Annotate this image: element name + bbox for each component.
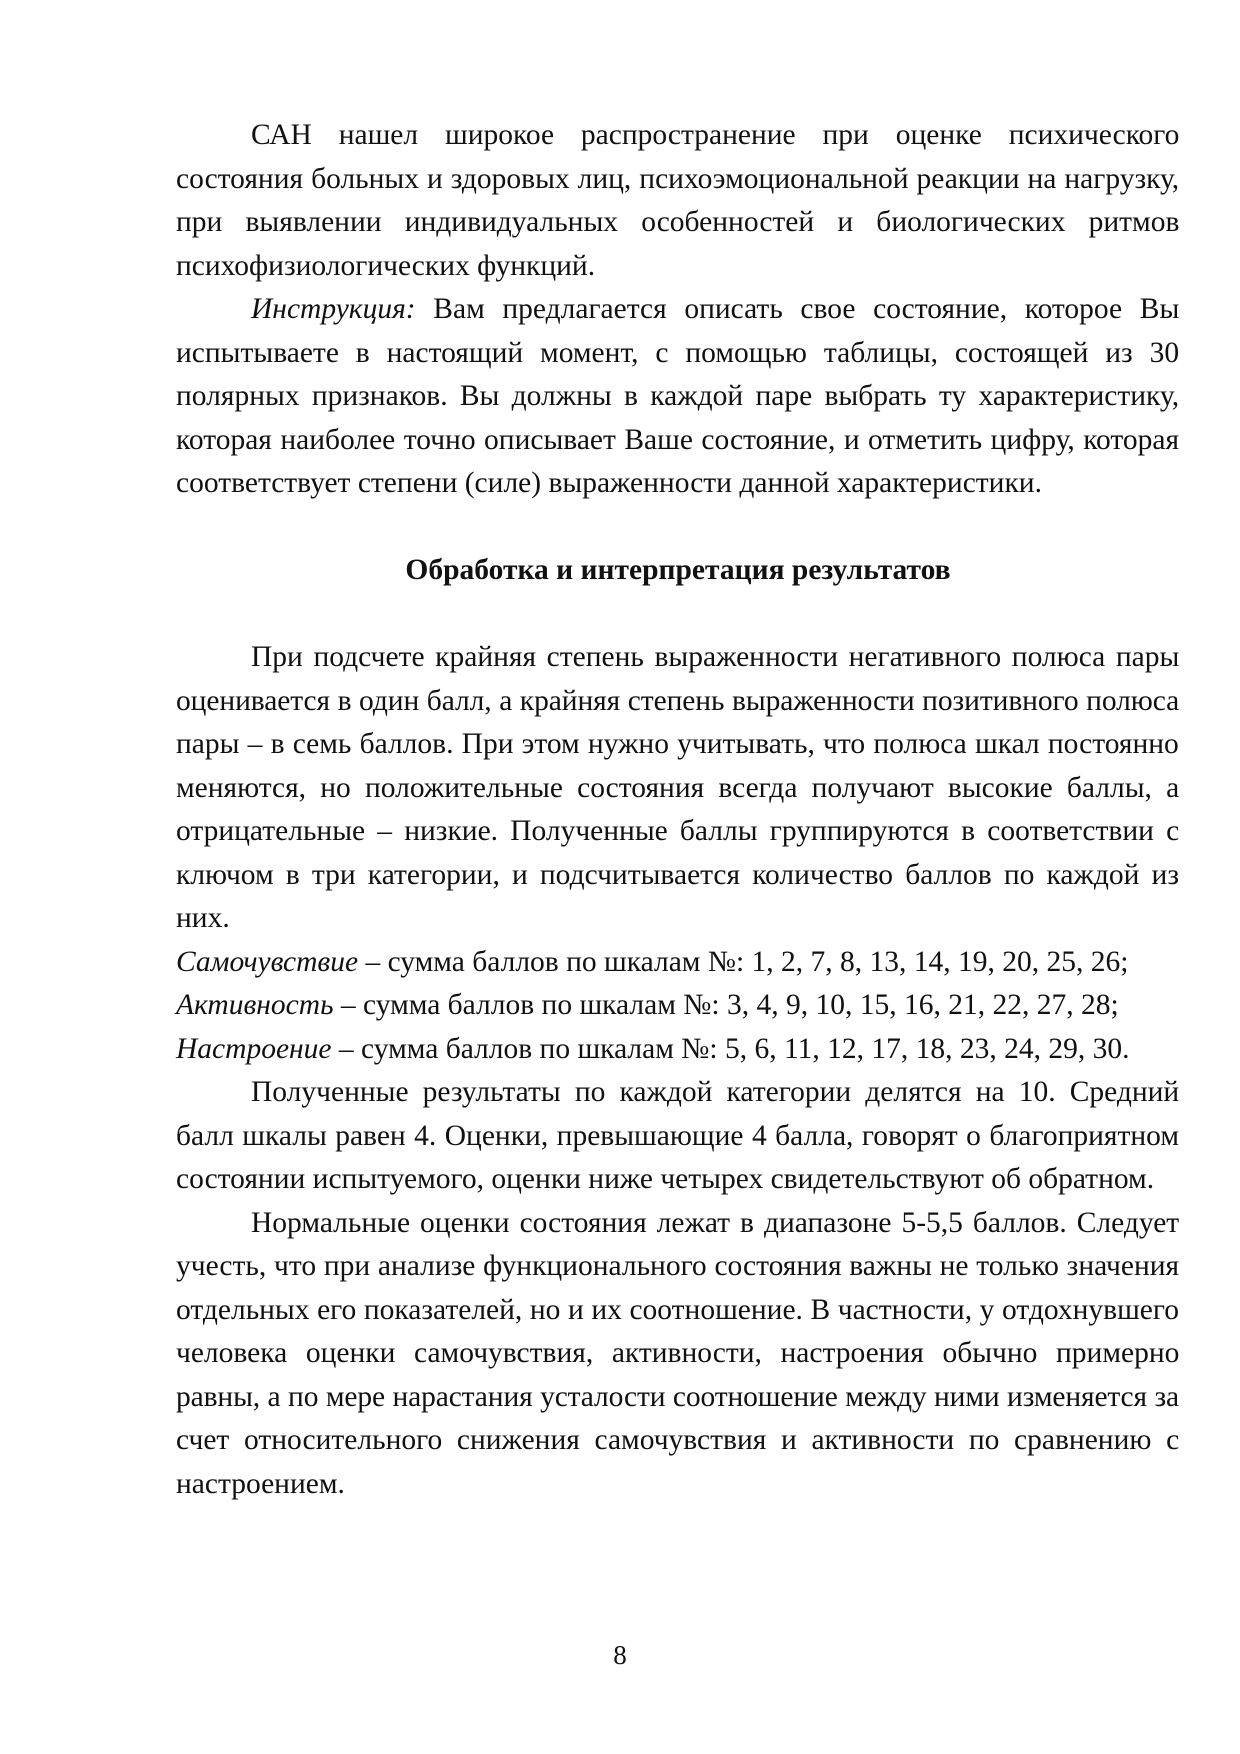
line-text: счет относительного снижения самочувствия и активности по сравнению с: [176, 1424, 1180, 1456]
line-content: [176, 1419, 1179, 1463]
line-text: ключом в три категории, и подсчитывается количество баллов по каждой из: [176, 858, 1179, 891]
line-text: меняются, но положительные состояния всегда получают высокие баллы, а: [176, 771, 1180, 804]
text-line: [176, 1028, 1180, 1072]
line-text: психофизиологических функций.: [176, 249, 596, 282]
line-text: При подсчете крайняя степень выраженности негативного полюса пары: [251, 641, 1180, 673]
line-text: соответствует степени (силе) выраженности данной характеристики.: [176, 467, 1042, 499]
line-content: [176, 680, 1179, 724]
line-text: – сумма баллов по шкалам №: 1, 2, 7, 8, 13, 14, 19, 20, 25, 26;: [358, 945, 1129, 978]
text-line: [176, 114, 1180, 158]
text-line: [176, 332, 1180, 376]
page-number: 8: [613, 1640, 627, 1670]
line-text: настроением.: [176, 1467, 345, 1500]
line-text: оценивается в один балл, а крайняя степень выраженности позитивного полюса: [176, 684, 1180, 717]
line-content: [176, 375, 1179, 419]
line-content: [176, 419, 1179, 463]
line-text: полярных признаков. Вы должны в каждой паре выбрать ту характеристику,: [176, 380, 1180, 412]
section-heading: [176, 549, 1180, 593]
text-line: [176, 1115, 1180, 1159]
text-line: [176, 201, 1180, 245]
line-text: – сумма баллов по шкалам №: 5, 6, 11, 12, 17, 18, 23, 24, 29, 30.: [331, 1032, 1130, 1065]
text-line: [176, 1376, 1180, 1420]
line-text: САН нашел широкое распространение при оценке психического: [251, 119, 1180, 151]
text-line: [176, 1202, 1180, 1246]
line-text: Вам предлагается описать свое состояние, которое Вы: [415, 293, 1180, 325]
line-content: [176, 897, 230, 941]
line-content: [405, 549, 950, 593]
line-content: [176, 810, 1179, 854]
text-line: [176, 245, 1180, 289]
text-line: [176, 941, 1180, 985]
text-line: [176, 1158, 1180, 1202]
line-content: [176, 854, 1179, 898]
text-line: [176, 158, 1180, 202]
text-line: [176, 723, 1180, 767]
text-line: [176, 854, 1180, 898]
line-content: [251, 114, 1179, 158]
text-line: [176, 1463, 1180, 1507]
line-content: [176, 767, 1179, 811]
italic-term: Инструкция:: [251, 293, 416, 325]
text-line: [176, 636, 1180, 680]
italic-term: Активность: [176, 989, 334, 1021]
line-content: [176, 201, 1179, 245]
text-line: [176, 462, 1180, 506]
line-content: [176, 1245, 1179, 1289]
line-content: [176, 723, 1179, 767]
text-line: [176, 1245, 1180, 1289]
line-text: – сумма баллов по шкалам №: 3, 4, 9, 10, 15, 16, 21, 22, 27, 28;: [333, 989, 1119, 1021]
line-content: [176, 1332, 1179, 1376]
line-text: пары – в семь баллов. При этом нужно учитывать, что полюса шкал постоянно: [176, 728, 1179, 760]
line-content: [251, 636, 1179, 680]
line-text: состоянии испытуемого, оценки ниже четырех свидетельствуют об обратном.: [176, 1163, 1155, 1195]
line-text: Полученные результаты по каждой категории делятся на 10. Средний: [251, 1076, 1180, 1108]
line-text: испытываете в настоящий момент, с помощью таблицы, состоящей из 30: [176, 336, 1180, 369]
line-content: [176, 1376, 1179, 1420]
text-line: [176, 288, 1180, 332]
line-text: балл шкалы равен 4. Оценки, превышающие 4 балла, говорят о благоприятном: [176, 1119, 1179, 1152]
text-line: [176, 1419, 1180, 1463]
line-text: них.: [176, 902, 230, 934]
line-text: Нормальные оценки состояния лежат в диапазоне 5-5,5 баллов. Следует: [251, 1206, 1180, 1239]
text-line: [176, 419, 1180, 463]
line-content: [176, 984, 1119, 1028]
line-content: [176, 941, 1129, 985]
line-text: учесть, что при анализе функционального состояния важны не только значения: [176, 1250, 1180, 1282]
line-content: [176, 1158, 1154, 1202]
line-content: [176, 158, 1179, 202]
line-text: состояния больных и здоровых лиц, психоэмоциональной реакции на нагрузку,: [176, 162, 1180, 195]
italic-term: Настроение: [176, 1032, 332, 1065]
line-content: [176, 1289, 1179, 1333]
line-text: отрицательные – низкие. Полученные баллы группируются в соответствии с: [176, 815, 1180, 847]
line-content: [176, 462, 1042, 506]
text-line: [176, 984, 1180, 1028]
spacer: [176, 506, 1180, 550]
text-line: [176, 767, 1180, 811]
line-text: Обработка и интерпретация результатов: [405, 554, 951, 586]
line-content: [251, 288, 1179, 332]
text-line: [176, 1071, 1180, 1115]
italic-term: Самочувствие: [176, 945, 359, 978]
text-line: [176, 375, 1180, 419]
line-text: отдельных его показателей, но и их соотношение. В частности, у отдохнувшего: [176, 1293, 1179, 1326]
document-body: [176, 114, 1180, 1506]
text-line: [176, 1332, 1180, 1376]
text-line: [176, 680, 1180, 724]
line-content: [176, 1463, 345, 1507]
line-text: человека оценки самочувствия, активности, настроения обычно примерно: [176, 1337, 1180, 1369]
line-text: которая наиболее точно описывает Ваше состояние, и отметить цифру, которая: [176, 423, 1180, 456]
line-content: [251, 1202, 1179, 1246]
line-content: [176, 332, 1179, 376]
text-line: [176, 810, 1180, 854]
line-content: [176, 1115, 1179, 1159]
line-content: [176, 1028, 1130, 1072]
line-text: при выявлении индивидуальных особенностей и биологических ритмов: [176, 206, 1180, 238]
spacer: [176, 593, 1180, 637]
text-line: [176, 1289, 1180, 1333]
line-text: равны, а по мере нарастания усталости соотношение между ними изменяется за: [176, 1380, 1179, 1413]
text-line: [176, 897, 1180, 941]
line-content: [176, 245, 595, 289]
line-content: [251, 1071, 1179, 1115]
